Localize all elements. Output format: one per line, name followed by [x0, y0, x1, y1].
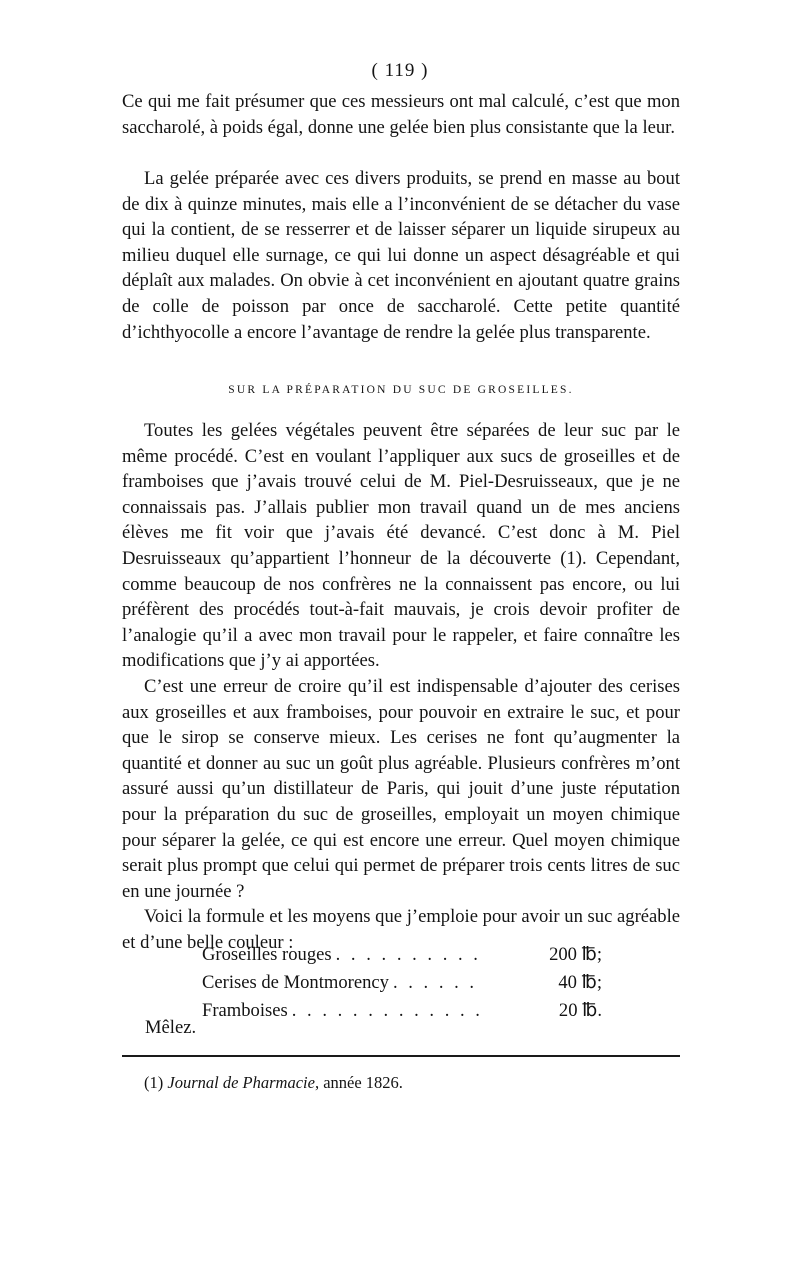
paragraph-2: [122, 166, 680, 345]
section-heading: SUR LA PRÉPARATION DU SUC DE GROSEILLES.: [228, 384, 574, 396]
dot-leader: . . . . . . . . . . . . .: [291, 1000, 483, 1021]
dot-leader: . . . . . . . . . .: [335, 944, 481, 965]
paragraph-1: [122, 89, 680, 140]
ingredient-name: Framboises: [202, 1000, 288, 1021]
ingredient-amount: 40 ℔;: [558, 972, 602, 993]
ingredient-amount: 20 ℔.: [558, 1000, 602, 1021]
paragraph-text: Ce qui me fait présumer que ces messieurs ont mal calculé, c’est que mon saccharolé, à poids égal, donne une gelée bien plus consistante que la leur.: [122, 91, 680, 138]
dot-leader: . . . . . .: [392, 972, 478, 993]
paragraph-5: Voici la formule et les moyens que j’emploie pour avoir un suc agréable et d’une belle couleur :: [122, 906, 680, 953]
section-body: [122, 418, 680, 955]
footnote: [144, 1073, 403, 1093]
ingredient-name: Groseilles rouges: [202, 944, 332, 965]
mix-instruction: Mêlez.: [145, 1017, 197, 1038]
ingredient-name: Cerises de Montmorency: [202, 972, 389, 993]
recipe-row: [202, 941, 602, 969]
footnote-marker: (1): [144, 1073, 164, 1092]
footnote-journal: Journal de Pharmacie: [167, 1073, 315, 1092]
footnote-divider: [122, 1055, 680, 1057]
ingredient-amount: 200 ℔;: [549, 944, 602, 965]
page-number: ( 119 ): [371, 60, 429, 81]
paragraph-text: La gelée préparée avec ces divers produits, se prend en masse au bout de dix à quinze minutes, mais elle a l’inconvénient de se détacher du vase qui la contient, de se resserrer et de laisser séparer un liquide sirupeux au milieu duquel elle surnage, ce qui lui donne un aspect désagréable et qui déplaît aux malades. On obvie à cet inconvénient en ajoutant quatre grains de colle de poisson par once de saccharolé. Cette petite quantité d’ichthyocolle a encore l’avantage de rendre la gelée plus transparente.: [122, 168, 680, 343]
recipe-row: [202, 969, 602, 997]
paragraph-4: C’est une erreur de croire qu’il est indispensable d’ajouter des cerises aux groseilles et aux framboises, pour pouvoir en extraire le suc, et pour que le sirop se conserve mieux. Les cerises ne font qu’augmenter la quantité et donner au suc un goût plus agréable. Plusieurs confrères m’ont assuré aussi qu’un distillateur de Paris, qui jouit d’une juste réputation pour la préparation du suc de groseilles, employait un moyen chimique pour séparer la gelée, ce qui est encore une erreur. Quel moyen chimique serait plus prompt que celui qui permet de préparer trois cents litres de suc en une journée ?: [122, 675, 680, 902]
recipe-list: [202, 941, 602, 1025]
recipe-row: [202, 997, 602, 1025]
paragraph-3: Toutes les gelées végétales peuvent être séparées de leur suc par le même procédé. C’est en voulant l’appliquer aux sucs de groseilles et de framboises que j’avais trouvé celui de M. Piel-Desruisseaux, que je ne connaissais pas. J’allais publier mon travail quand un de mes anciens élèves me fit voir que j’avais été devancé. C’est donc à M. Piel Desruisseaux qu’appartient l’honneur de la découverte (1). Cependant, comme beaucoup de nos confrères ne la connaissent pas encore, ou lui préfèrent des procédés tout-à-fait mauvais, je crois devoir profiter de l’analogie qu’il a avec mon travail pour le rappeler, et faire connaître les modifications que j’y ai apportées.: [122, 420, 680, 672]
footnote-rest: , année 1826.: [314, 1073, 403, 1092]
